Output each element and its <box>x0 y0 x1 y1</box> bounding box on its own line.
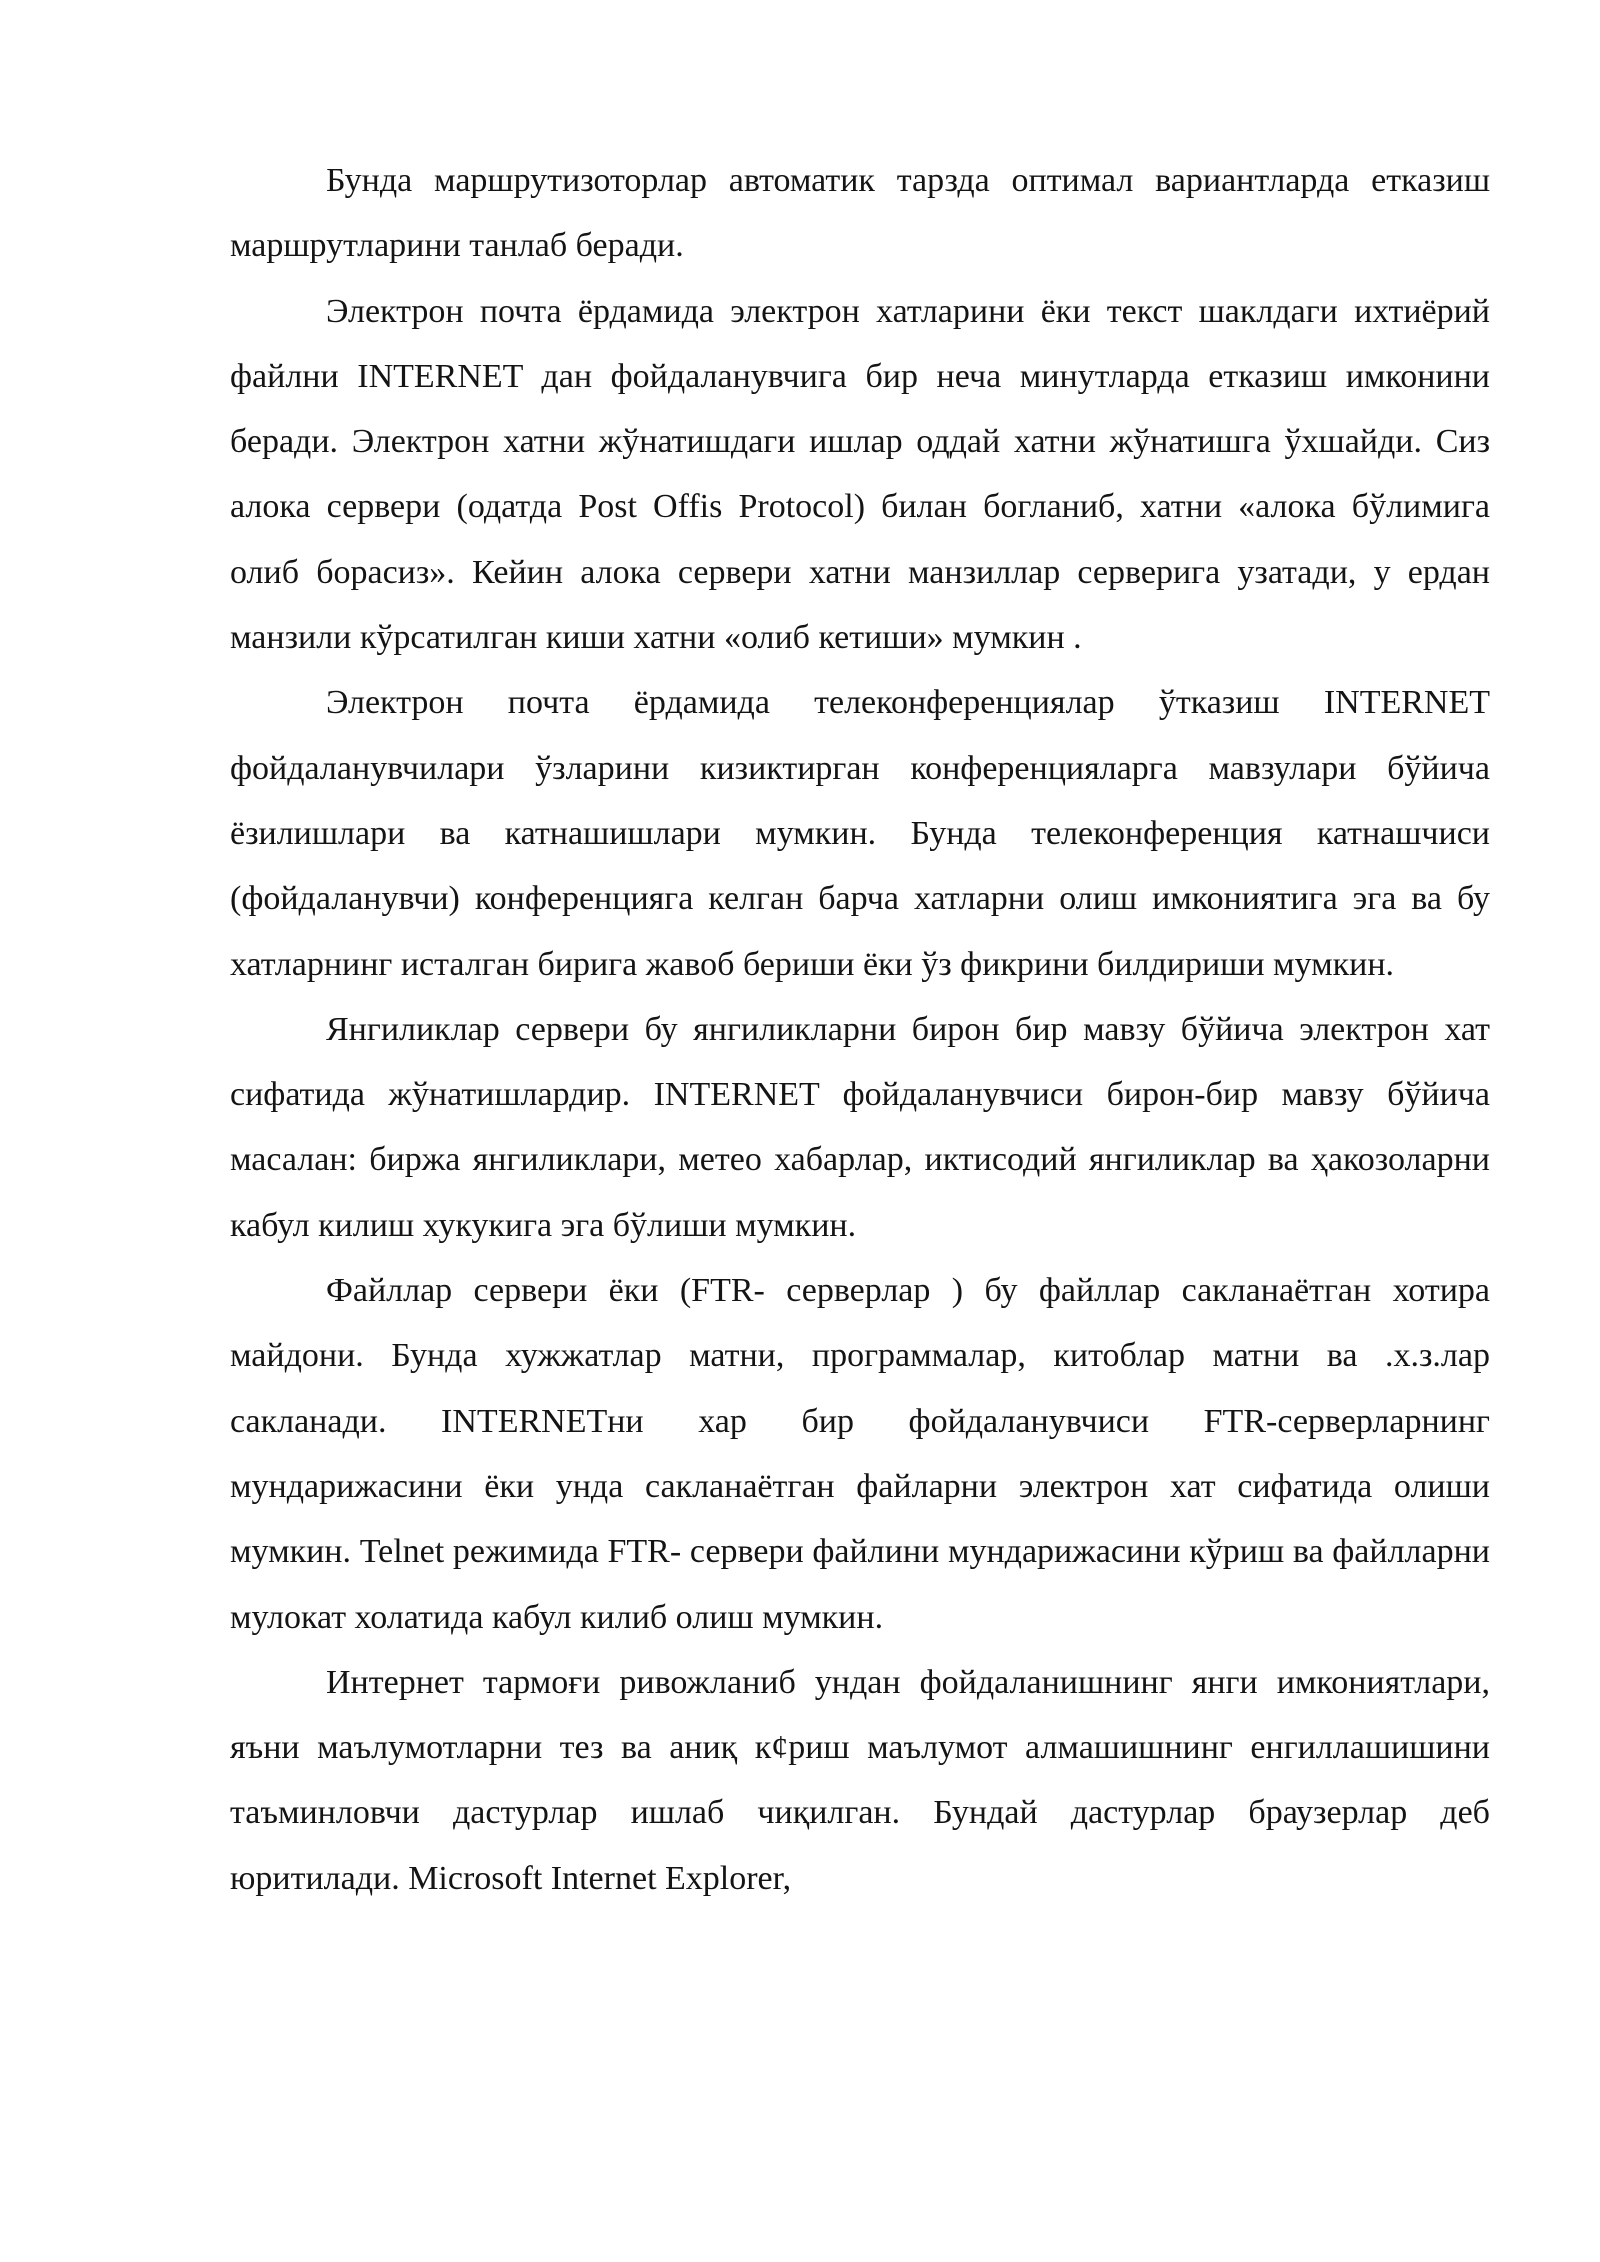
paragraph-browsers: Интернет тармоғи ривожланиб ундан фойдаланишнинг янги имкониятлари, яъни маълумотларни тез ва аниқ к¢риш маълумот алмашишнинг енгиллашишини таъминловчи дастурлар ишлаб чиқилган. Бундай дастурлар браузерлар деб юритилади. Microsoft Internet Explorer, <box>230 1663 1490 1897</box>
paragraph-routers: Бунда маршрутизоторлар автоматик тарзда оптимал вариантларда етказиш маршрутларини танлаб беради. <box>230 162 1490 265</box>
paragraph-email: Электрон почта ёрдамида электрон хатларини ёки текст шаклдаги ихтиёрий файлни INTERNET дан фойдаланувчига бир неча минутларда етказиш имконини беради. Электрон хатни жўнатишдаги ишлар оддай хатни жўнатишга ўхшайди. Сиз алока сервери (одатда Post Offis Protocol) билан богланиб, хатни «алока бўлимига олиб борасиз». Кейин алока сервери хатни манзиллар серверига узатади, у ердан манзили кўрсатилган киши хатни «олиб кетиши» мумкин . <box>230 292 1490 657</box>
paragraph-news-server: Янгиликлар сервери бу янгиликларни бирон бир мавзу бўйича электрон хат сифатида жўнатишлардир. INTERNET фойдаланувчиси бирон-бир мавзу бўйича масалан: биржа янгиликлари, метео хабарлар, иктисодий янгиликлар ва ҳакозоларни кабул килиш хукукига эга бўлиши мумкин. <box>230 1010 1490 1244</box>
document-body <box>230 148 1490 1911</box>
paragraph-file-server: Файллар сервери ёки (FTR- серверлар ) бу файллар сакланаётган хотира майдони. Бунда хужжатлар матни, программалар, китоблар матни ва .х.з.лар сакланади. INTERNETни хар бир фойдаланувчиси FTR-серверларнинг мундарижасини ёки унда сакланаётган файларни электрон хат сифатида олиши мумкин. Telnet режимида FTR- сервери файлини мундарижасини кўриш ва файлларни мулокат холатида кабул килиб олиш мумкин. <box>230 1272 1490 1636</box>
paragraph-teleconference: Электрон почта ёрдамида телеконференциялар ўтказиш INTERNET фойдаланувчилари ўзларини кизиктирган конференцияларга мавзулари бўйича ёзилишлари ва катнашишлари мумкин. Бунда телеконференция катнашчиси (фойдаланувчи) конференцияга келган барча хатларни олиш имкониятига эга ва бу хатларнинг исталган бирига жавоб бериши ёки ўз фикрини билдириши мумкин. <box>230 684 1490 983</box>
